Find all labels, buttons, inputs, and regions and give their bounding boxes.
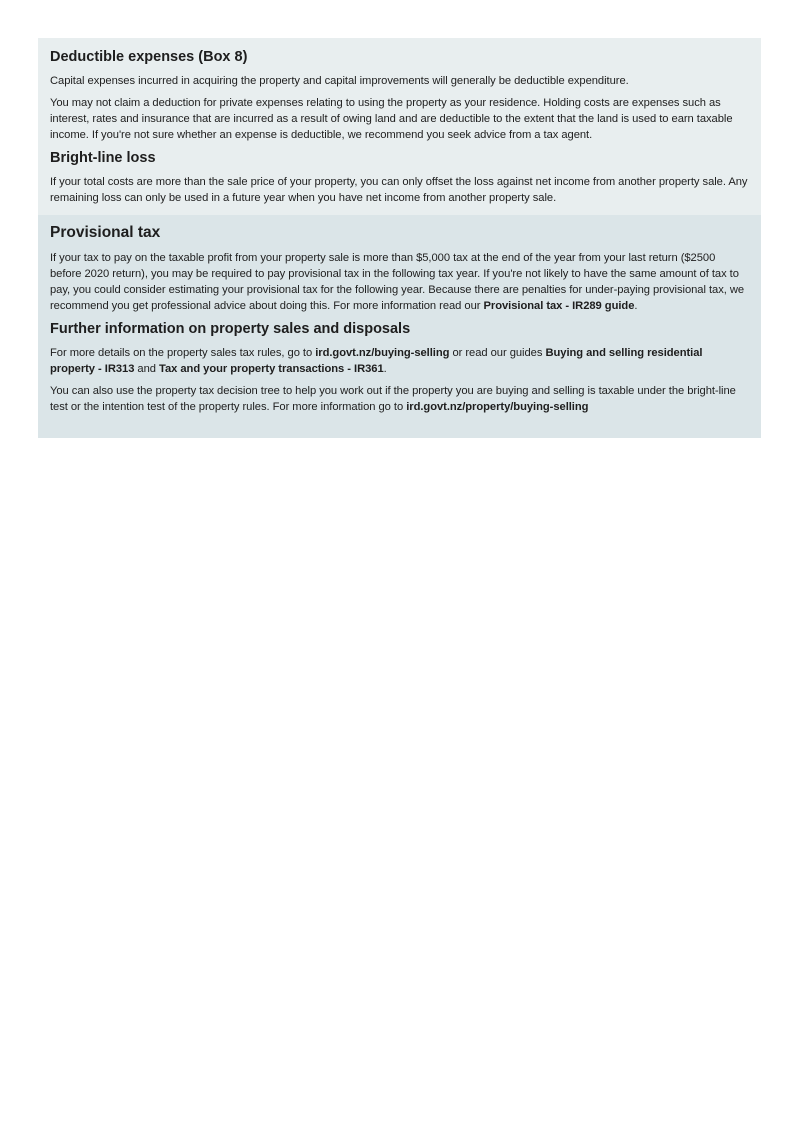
provisional-tax-paragraph [50, 250, 749, 314]
further-info-text-a: For more details on the property sales tax rules, go to [50, 347, 316, 359]
provisional-tax-heading: Provisional tax [50, 224, 161, 241]
buying-selling-link[interactable]: ird.govt.nz/buying-selling [315, 347, 450, 359]
deductible-expenses-heading: Deductible expenses (Box 8) [50, 49, 248, 65]
provisional-tax-text: If your tax to pay on the taxable profit from your property sale is more than $5,000 tax at the end of the year from your last return ($2500 before 2020 return), you may be required to pay provisional tax in the following tax year. If you're not likely to have the same amount of tax to pay, you could consider estimating your provisional tax for the following year. Because there are penalties for under-paying provisional tax, we recommend you get professional advice about doing this. For more information read our [50, 252, 745, 312]
further-info-text-c: and [134, 363, 160, 375]
provisional-tax-text-end: . [634, 300, 638, 312]
deductible-paragraph-1: Capital expenses incurred in acquiring the property and capital improvements will generally be deductible expenditure. [50, 75, 629, 87]
provisional-further-info-panel [38, 215, 761, 438]
ir313-guide-reference: Buying and selling residential property - IR313 [50, 347, 703, 375]
further-info-paragraph-2 [50, 383, 749, 415]
ir361-guide-reference: Tax and your property transactions - IR361 [159, 363, 384, 375]
further-info-paragraph-1 [50, 345, 749, 377]
ir289-guide-reference: Provisional tax - IR289 guide [483, 300, 635, 312]
property-buying-selling-link[interactable]: ird.govt.nz/property/buying-selling [406, 401, 589, 413]
further-info-text-end: . [383, 363, 387, 375]
further-info-text-b: or read our guides [449, 347, 546, 359]
deductible-paragraph-2: You may not claim a deduction for private expenses relating to using the property as your residence. Holding costs are expenses such as interest, rates and insurance that are incurred as a result of owing land and are deductible to the extent that the land is used to earn taxable income. If you're not sure whether an expense is deductible, we recommend you seek advice from a tax agent. [50, 97, 733, 141]
decision-tree-text: You can also use the property tax decision tree to help you work out if the property you are buying and selling is taxable under the bright-line test or the intention test of the property rules. For more information go to [50, 385, 736, 413]
bright-line-loss-heading: Bright-line loss [50, 150, 156, 166]
deductible-bright-line-panel [38, 38, 761, 215]
further-information-heading: Further information on property sales and disposals [50, 321, 411, 337]
bright-line-paragraph: If your total costs are more than the sale price of your property, you can only offset the loss against net income from another property sale. Any remaining loss can only be used in a future year when you have net income from another property sale. [50, 176, 748, 204]
